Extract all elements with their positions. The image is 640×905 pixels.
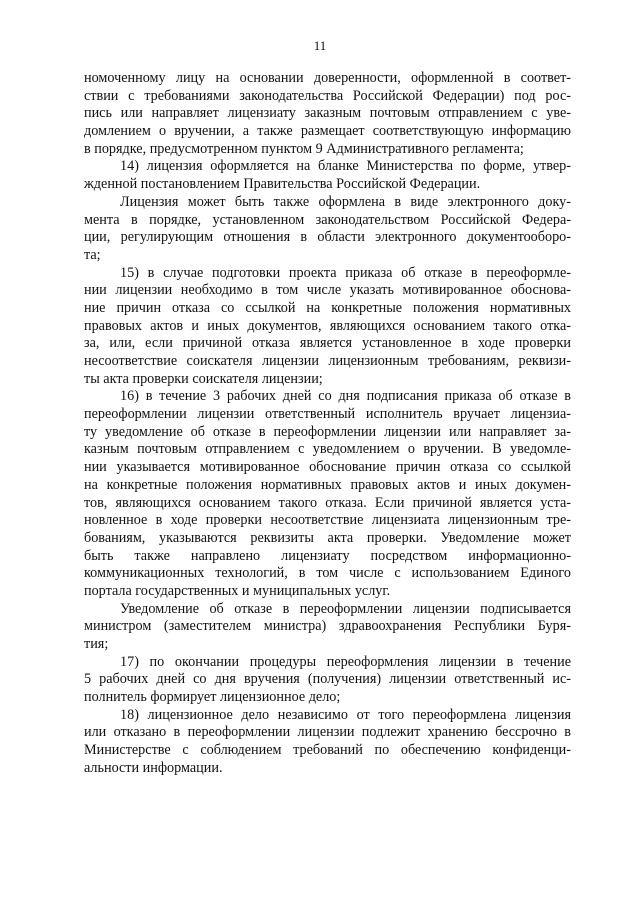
text-line: несоответствие соискателя лицензии лицензионным требованиям, реквизи- xyxy=(84,353,571,369)
text-line: казным почтовым отправлением с уведомлением о вручении. В уведомле- xyxy=(84,441,571,458)
text-line: Уведомление об отказе в переоформлении лицензии подписывается xyxy=(120,600,571,617)
text-line: Лицензия может быть также оформлена в виде электронного доку- xyxy=(120,193,571,210)
text-line: в порядке, предусмотренном пунктом 9 Административного регламента; xyxy=(84,140,524,157)
text-line: нии лицензии необходимо в том числе указать мотивированное обоснова- xyxy=(84,282,571,299)
text-line: или отказано в переоформлении лицензии подлежит хранению бессрочно в xyxy=(84,724,571,741)
text-line: на конкретные положения нормативных правовых актов и иных докумен- xyxy=(84,476,571,493)
paragraph xyxy=(84,388,571,600)
text-line: тов, являющихся основанием такого отказа. Если причиной является уста- xyxy=(84,494,571,511)
text-line: ту уведомление об отказе в переоформлении лицензии или направляет за- xyxy=(84,423,571,440)
text-line: 18) лицензионное дело независимо от того переоформлена лицензия xyxy=(120,706,571,723)
text-line: жденной постановлением Правительства Российской Федерации. xyxy=(84,176,481,193)
text-line: 14) лицензия оформляется на бланке Министерства по форме, утвер- xyxy=(120,158,571,175)
text-line: полнитель формирует лицензионное дело; xyxy=(84,689,341,706)
text-line: за, или, если причиной отказа является установленное в ходе проверки xyxy=(84,335,571,352)
text-line: пись или направляет лицензиату заказным почтовым отправлением с уве- xyxy=(84,105,571,122)
text-line: коммуникационных технологий, в том числе с использованием Единого xyxy=(84,565,571,582)
text-line: быть также направлено лицензиату посредством информационно- xyxy=(84,547,571,564)
paragraph xyxy=(84,654,571,707)
paragraph xyxy=(84,158,571,193)
text-line: 5 рабочих дней со дня вручения (получения) лицензии ответственный ис- xyxy=(84,671,571,688)
document-body xyxy=(84,70,571,778)
text-line: ствии с требованиями законодательства Российской Федерации) под рос- xyxy=(84,87,571,104)
paragraph xyxy=(84,707,571,778)
text-line: тия; xyxy=(84,636,109,652)
text-line: бованиям, указываются реквизиты акта проверки. Уведомление может xyxy=(84,529,571,546)
text-line: та; xyxy=(84,246,101,263)
text-line: ние причин отказа со ссылкой на конкретные положения нормативных xyxy=(84,299,571,316)
text-line: Министерстве с соблюдением требований по обеспечению конфиденци- xyxy=(84,742,571,759)
paragraph xyxy=(84,265,571,389)
text-line: новленное в ходе проверки несоответствие лицензиата лицензионным тре- xyxy=(84,512,571,529)
text-line: 15) в случае подготовки проекта приказа об отказе в переоформле- xyxy=(120,264,571,281)
paragraph xyxy=(84,601,571,654)
text-line: 16) в течение 3 рабочих дней со дня подписания приказа об отказе в xyxy=(120,388,571,405)
text-line: 17) по окончании процедуры переоформления лицензии в течение xyxy=(120,653,571,670)
text-line: ты акта проверки соискателя лицензии; xyxy=(84,370,323,387)
paragraph xyxy=(84,194,571,265)
text-line: портала государственных и муниципальных услуг. xyxy=(84,582,391,599)
text-line: ции, регулирующим отношения в области электронного документооборо- xyxy=(84,229,571,246)
page-number: 11 xyxy=(313,38,327,53)
text-line: номоченному лицу на основании доверенности, оформленной в соответ- xyxy=(84,70,571,86)
paragraph xyxy=(84,70,571,158)
text-line: переоформлении лицензии ответственный исполнитель вручает лицензиа- xyxy=(84,406,571,423)
text-line: нии указывается мотивированное обоснование причин отказа со ссылкой xyxy=(84,459,571,476)
text-line: правовых актов и иных документов, являющихся основанием такого отка- xyxy=(84,317,571,334)
text-line: министром (заместителем министра) здравоохранения Республики Буря- xyxy=(84,618,571,635)
text-line: домлением о вручении, а также размещает соответствующую информацию xyxy=(84,123,571,140)
text-line: альности информации. xyxy=(84,759,223,776)
text-line: мента в порядке, установленном законодательством Российской Федера- xyxy=(84,211,571,228)
